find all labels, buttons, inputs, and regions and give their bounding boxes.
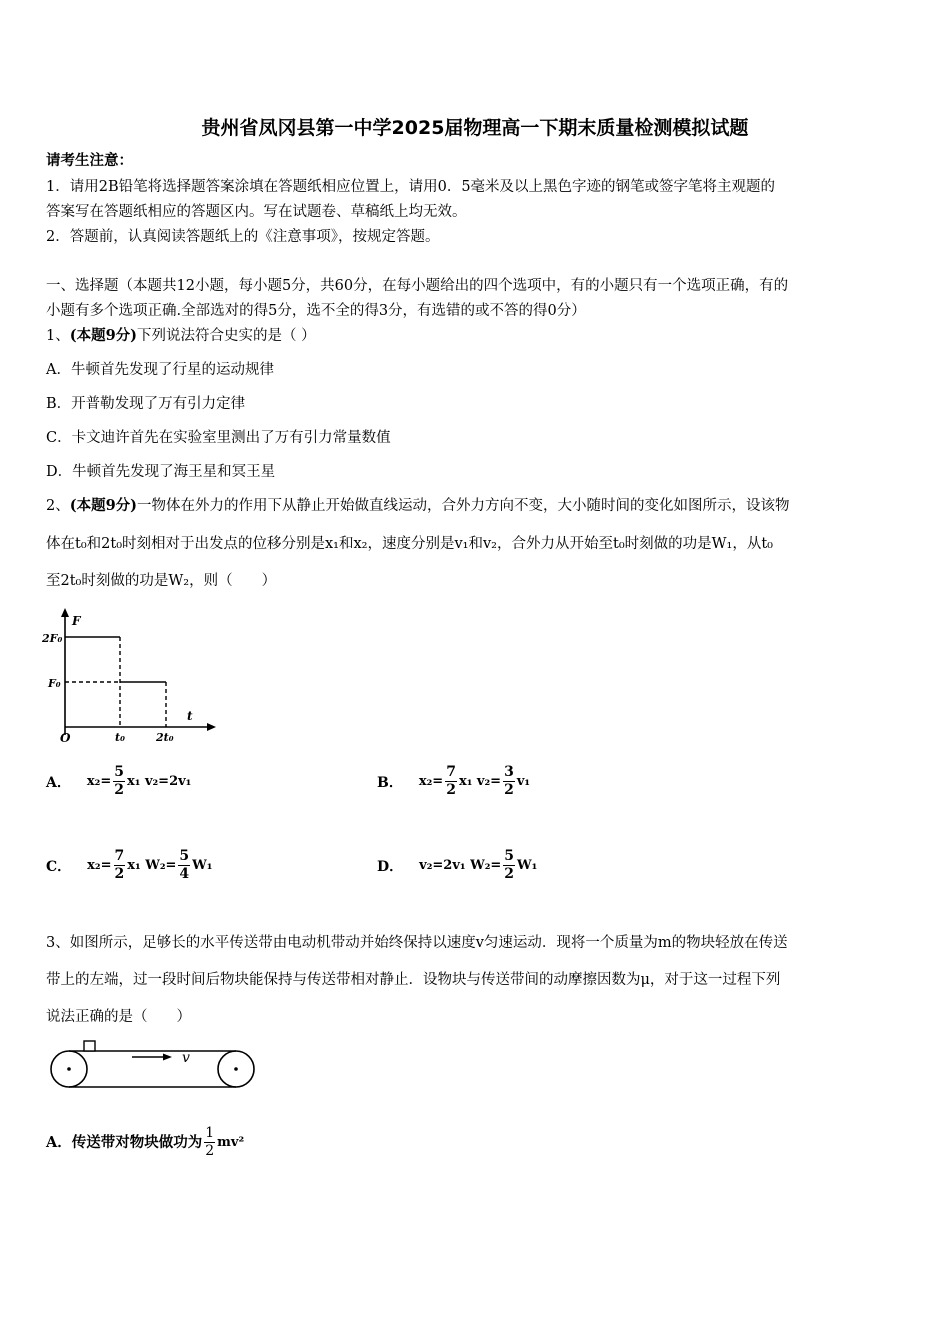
q1-option-c[interactable]: C．卡文迪许首先在实验室里测出了万有引力常量数值 xyxy=(46,430,391,446)
f-axis-label: F xyxy=(72,614,81,628)
fraction: $\frac{3}{2}$ xyxy=(504,764,514,798)
q1-number: 1、 xyxy=(46,328,70,344)
q3-stem-line-2: 带上的左端，过一段时间后物块能保持与传送带相对静止．设物块与传送带间的动摩擦因数为μ，对于这一过程下列 xyxy=(46,972,781,988)
q1-points: (本题9分) xyxy=(69,327,138,344)
q1-stem xyxy=(46,327,316,345)
q3-stem-line-3: 说法正确的是（ ） xyxy=(46,1009,191,1025)
section-line-1: 一、选择题（本题共12小题，每小题5分，共60分，在每小题给出的四个选项中，有的小题只有一个选项正确，有的 xyxy=(46,278,789,294)
q1-option-a[interactable]: A．牛顿首先发现了行星的运动规律 xyxy=(46,362,274,378)
q1-option-b[interactable]: B．开普勒发现了万有引力定律 xyxy=(46,396,246,412)
f-axis-arrow-icon xyxy=(61,608,69,617)
y-tick-f0: F₀ xyxy=(48,677,61,690)
left-pulley-axle xyxy=(67,1067,71,1071)
origin-label: O xyxy=(60,731,71,745)
q2-stem-line-1 xyxy=(46,497,790,515)
q2-text-a: 一物体在外力的作用下从静止开始做直线运动，合外力方向不变，大小随时间的变化如图所示，设该物 xyxy=(137,498,790,514)
fraction: $\frac{1}{2}$ xyxy=(205,1125,215,1159)
fraction: $\frac{5}{2}$ xyxy=(504,848,515,882)
notice-line-1b: 答案写在答题纸相应的答题区内。写在试题卷、草稿纸上均无效。 xyxy=(46,204,467,220)
notice-heading: 请考生注意： xyxy=(46,152,133,169)
q2-option-c[interactable]: C． x₂= $\frac{7}{2}$ x₁ W₂= $\frac{5}{4}$ W₁ xyxy=(46,848,213,882)
t-axis-label: t xyxy=(187,709,193,723)
x-tick-2t0: 2t₀ xyxy=(156,731,174,744)
y-tick-2f0: 2F₀ xyxy=(42,632,63,645)
right-pulley-axle xyxy=(234,1067,238,1071)
q3-stem-line-1: 3、如图所示，足够长的水平传送带由电动机带动并始终保持以速度v匀速运动．现将一个质量为m的物块轻放在传送 xyxy=(46,935,788,951)
t-axis-arrow-icon xyxy=(207,723,216,731)
conveyor-belt-diagram xyxy=(44,1038,260,1092)
q1-option-d[interactable]: D．牛顿首先发现了海王星和冥王星 xyxy=(46,464,276,480)
fraction: $\frac{5}{2}$ xyxy=(114,764,124,798)
q2-points: (本题9分) xyxy=(69,497,138,514)
block xyxy=(84,1041,95,1051)
q2-option-d[interactable]: D． v₂=2v₁ W₂= $\frac{5}{2}$ W₁ xyxy=(377,848,538,882)
fraction: $\frac{7}{2}$ xyxy=(446,764,456,798)
q1-text: 下列说法符合史实的是（ ） xyxy=(137,328,316,344)
q2-number: 2、 xyxy=(46,498,70,514)
fraction: $\frac{7}{2}$ xyxy=(114,848,125,882)
q3-option-a[interactable]: A．传送带对物块做功为 $\frac{1}{2}$ mv² xyxy=(46,1125,245,1159)
velocity-arrow-icon xyxy=(163,1054,172,1061)
notice-line-1a: 1．请用2B铅笔将选择题答案涂填在答题纸相应位置上，请用0．5毫米及以上黑色字迹的钢笔或签字笔将主观题的 xyxy=(46,179,776,195)
notice-line-2: 2．答题前，认真阅读答题纸上的《注意事项》，按规定答题。 xyxy=(46,229,440,245)
q2-stem-line-3: 至2t₀时刻做的功是W₂，则（ ） xyxy=(46,573,277,589)
q2-option-b[interactable]: B． x₂= $\frac{7}{2}$ x₁ v₂= $\frac{3}{2}$ v₁ xyxy=(377,764,531,798)
section-line-2: 小题有多个选项正确.全部选对的得5分，选不全的得3分，有选错的或不答的得0分） xyxy=(46,303,586,319)
q2-option-a[interactable]: A． x₂= $\frac{5}{2}$ x₁ v₂=2v₁ xyxy=(46,764,192,798)
page-title: 贵州省凤冈县第一中学2025届物理高一下期末质量检测模拟试题 xyxy=(201,117,749,139)
q2-stem-line-2: 体在t₀和2t₀时刻相对于出发点的位移分别是x₁和x₂，速度分别是v₁和v₂，合外力从开始至t₀时刻做的功是W₁，从t₀ xyxy=(46,536,773,552)
force-time-graph xyxy=(40,605,220,747)
x-tick-t0: t₀ xyxy=(115,731,125,744)
fraction: $\frac{5}{4}$ xyxy=(179,848,190,882)
velocity-label: v xyxy=(182,1050,190,1066)
